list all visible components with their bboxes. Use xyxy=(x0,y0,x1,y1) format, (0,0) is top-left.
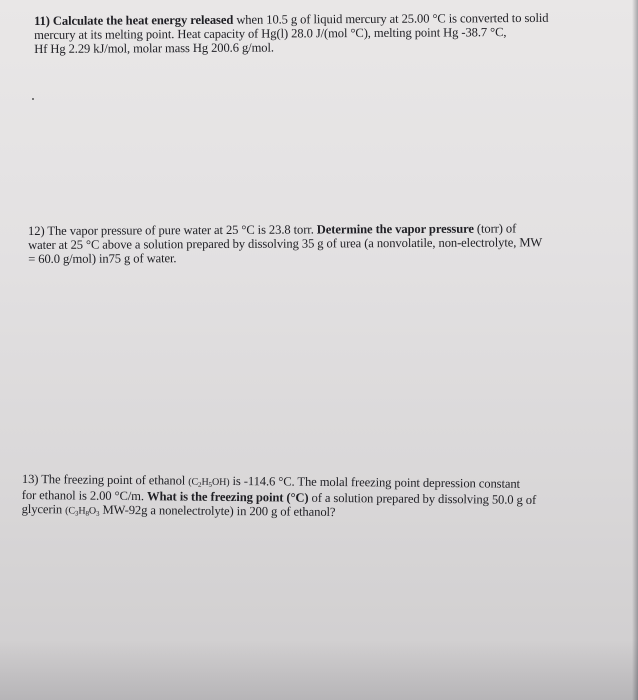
question-12 xyxy=(28,221,542,266)
question-13-bold-1: What is the freezing point (°C) xyxy=(146,489,309,505)
ethanol-formula: $(C_2H_5OH)$ xyxy=(188,476,230,489)
question-13-number: 13) xyxy=(21,472,39,487)
question-12-bold-1: Determine the vapor pressure xyxy=(316,221,474,237)
question-12-line-2: water at 25 °C above a solution prepared by dissolving 35 g of urea (a nonvolatile, non-electrolyte, MW xyxy=(28,235,543,252)
question-11-text-1: when 10.5 g of liquid mercury at 25.00 °C is converted to solid xyxy=(233,10,549,27)
pen-mark xyxy=(32,98,34,100)
question-13-line-2: for ethanol is 2.00 °C/m. What is the freezing point (°C) of a solution prepared by dissolving 50.0 g of xyxy=(21,487,537,507)
page-edge-shadow xyxy=(632,0,638,700)
question-13-line-3: glycerin ($C_3H_8O_3$ MW-92g a nonelectrolyte) in 200 g of ethanol? xyxy=(21,501,336,520)
question-12-text-2: (torr) of xyxy=(473,221,517,236)
question-11-line-2: mercury at its melting point. Heat capacity of Hg(l) 28.0 J/(mol °C), melting point Hg -38.7 °C, xyxy=(34,25,507,42)
bottom-shadow xyxy=(0,640,638,700)
question-11 xyxy=(34,11,549,56)
question-12-number: 12) xyxy=(28,223,45,238)
question-13-text-1: The freezing point of ethanol xyxy=(38,472,189,488)
question-13 xyxy=(22,472,537,523)
question-13-text-2: is -114.6 °C. The molal freezing point depression constant xyxy=(229,473,521,491)
question-11-number: 11) xyxy=(34,13,50,28)
glycerin-formula: ($C_3H_8O_3$ xyxy=(65,505,100,518)
question-12-text-1: The vapor pressure of pure water at 25 °C is 23.8 torr. xyxy=(44,222,317,238)
question-12-line-3: = 60.0 g/mol) in75 g of water. xyxy=(28,251,177,266)
question-11-line-3: Hf Hg 2.29 kJ/mol, molar mass Hg 200.6 g/mol. xyxy=(34,40,274,56)
question-11-bold-lead: Calculate the heat energy released xyxy=(52,12,234,28)
